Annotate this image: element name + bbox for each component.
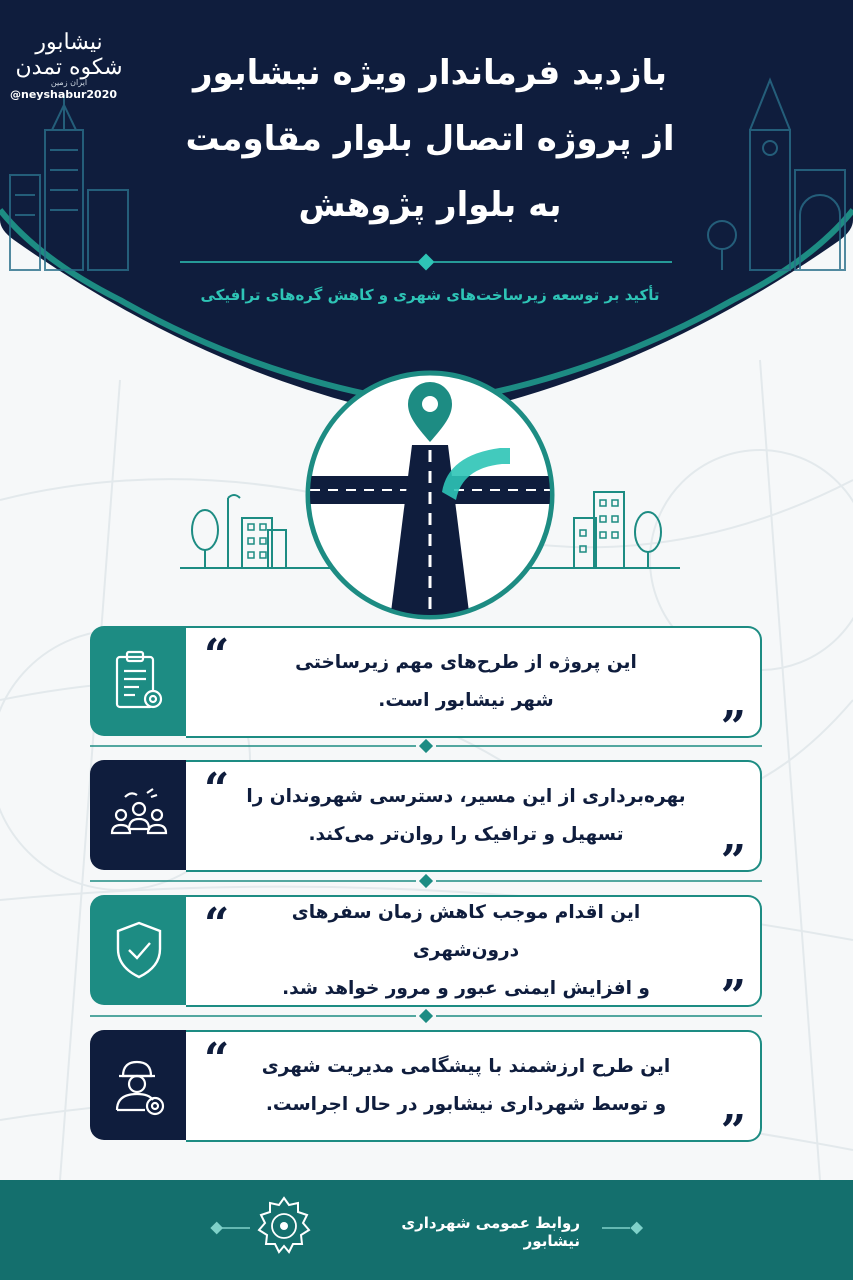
- municipality-logo: [14, 30, 124, 87]
- info-card-3: [90, 895, 762, 1022]
- info-card-4: [90, 1030, 762, 1157]
- open-quote-icon: “: [204, 1034, 230, 1085]
- card-icon-panel: [90, 626, 188, 736]
- page-subtitle: تأکید بر توسعه زیرساخت‌های شهری و کاهش گره‌های ترافیکی: [200, 286, 660, 304]
- page-title: [180, 40, 680, 238]
- card-line-2: تسهیل و ترافیک را روان‌تر می‌کند.: [308, 824, 624, 845]
- card-text: [246, 762, 686, 870]
- card-line-1: این طرح ارزشمند با پیشگامی مدیریت شهری: [261, 1056, 671, 1077]
- info-card-2: [90, 760, 762, 887]
- clipboard-gear-icon: [111, 649, 167, 713]
- close-quote-icon: ”: [720, 836, 746, 887]
- card-icon-panel: [90, 895, 188, 1005]
- card-line-2: شهر نیشابور است.: [378, 690, 554, 711]
- card-line-1: این اقدام موجب کاهش زمان سفرهای درون‌شهری: [291, 902, 641, 961]
- footer-org-name: روابط عمومی شهرداری نیشابور: [401, 1214, 580, 1250]
- logo-subtext: ایران زمین: [50, 78, 88, 87]
- close-quote-icon: ”: [720, 1106, 746, 1157]
- card-line-2: و توسط شهرداری نیشابور در حال اجراست.: [265, 1094, 667, 1115]
- shield-check-icon: [112, 919, 166, 981]
- card-text: [246, 897, 686, 1005]
- close-quote-icon: ”: [720, 971, 746, 1022]
- open-quote-icon: “: [204, 764, 230, 815]
- card-text-panel: [186, 626, 762, 753]
- card-text-panel: [186, 895, 762, 1022]
- card-line-2: و افزایش ایمنی عبور و مرور خواهد شد.: [282, 978, 650, 999]
- title-line-3: به بلوار پژوهش: [298, 185, 562, 225]
- card-separator: [90, 1009, 762, 1023]
- card-icon-panel: [90, 760, 188, 870]
- people-group-icon: [107, 785, 171, 845]
- card-icon-panel: [90, 1030, 188, 1140]
- card-text-panel: [186, 1030, 762, 1157]
- card-separator: [90, 874, 762, 888]
- title-line-2: از پروژه اتصال بلوار مقاومت: [185, 119, 675, 159]
- road-intersection-illustration: [180, 370, 680, 620]
- card-line-1: این پروژه از طرح‌های مهم زیرساختی: [295, 652, 637, 673]
- card-text: [246, 1032, 686, 1140]
- card-line-1: بهره‌برداری از این مسیر، دسترسی شهروندان را: [246, 786, 686, 807]
- info-card-1: [90, 626, 762, 753]
- municipality-emblem-icon: [256, 1196, 312, 1256]
- social-handle: @neyshabur2020: [10, 88, 118, 101]
- card-separator: [90, 739, 762, 753]
- open-quote-icon: “: [204, 630, 230, 681]
- title-line-1: بازدید فرماندار ویژه نیشابور: [192, 53, 668, 93]
- open-quote-icon: “: [204, 899, 230, 950]
- card-text-panel: [186, 760, 762, 887]
- engineer-gear-icon: [109, 1054, 169, 1116]
- close-quote-icon: ”: [720, 702, 746, 753]
- logo-text: نیشابور شکوه تمدن: [15, 30, 123, 80]
- card-text: [246, 628, 686, 736]
